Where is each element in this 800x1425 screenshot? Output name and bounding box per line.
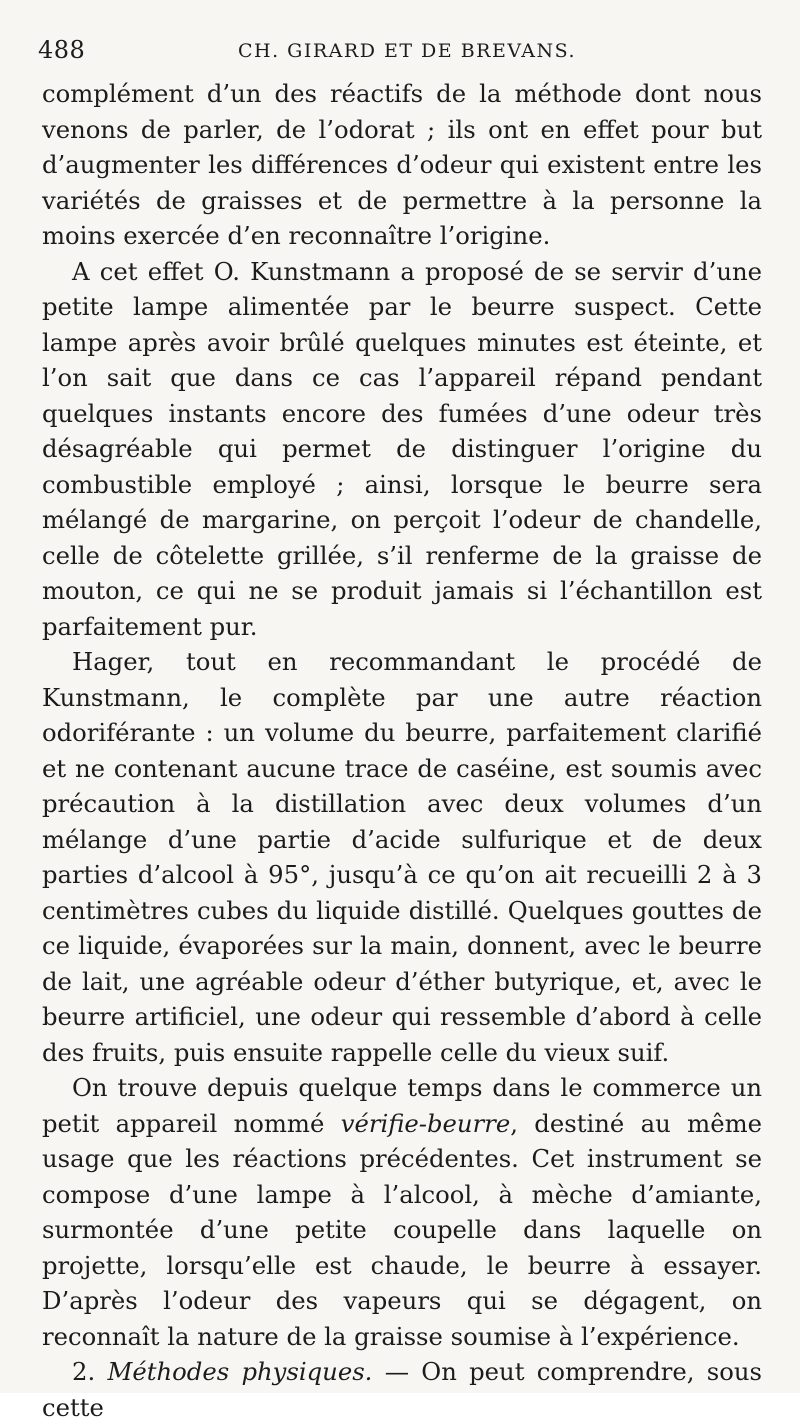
body-text: [42, 76, 762, 1425]
section-heading: Méthodes physiques.: [107, 1357, 373, 1386]
paragraph-3: Hager, tout en recommandant le procédé de Kunstmann, le complète par une autre réaction odoriférante : un volume du beurre, parfaitement clarifié et ne contenant aucune trace de caséine, est soumis avec précaution à la distillation avec deux volumes d’un mélange d’une partie d’acide sulfurique et de deux parties d’alcool à 95°, jusqu’à ce qu’on ait recueilli 2 à 3 centimètres cubes du liquide distillé. Quelques gouttes de ce liquide, évaporées sur la main, donnent, avec le beurre de lait, une agréable odeur d’éther butyrique, et, avec le beurre artificiel, une odeur qui ressemble d’abord à celle des fruits, puis ensuite rappelle celle du vieux suif.: [42, 647, 762, 1067]
page-number: 488: [38, 36, 86, 64]
running-head: CH. GIRARD ET DE BREVANS.: [238, 40, 576, 62]
section-text-after: — On peut comprendre, sous cette: [42, 1357, 762, 1422]
paragraph-4-text-after: , destiné au même usage que les réactions précédentes. Cet instrument se compose d’une lampe à l’alcool, à mèche d’amiante, surmontée d’une petite coupelle dans laquelle on projette, lorsqu’elle est chaude, le beurre à essayer. D’après l’odeur des vapeurs qui se dégagent, on reconnaît la nature de la graisse soumise à l’expérience.: [42, 1108, 762, 1351]
paragraph-2: A cet effet O. Kunstmann a proposé de se servir d’une petite lampe alimentée par le beurre suspect. Cette lampe après avoir brûlé quelques minutes est éteinte, et l’on sait que dans ce cas l’appareil répand pendant quelques instants encore des fumées d’une odeur très désagréable qui permet de distinguer l’origine du combustible employé ; ainsi, lorsque le beurre sera mélangé de margarine, on perçoit l’odeur de chandelle, celle de côtelette grillée, s’il renferme de la graisse de mouton, ce qui ne se produit jamais si l’échantillon est parfaitement pur.: [42, 256, 762, 641]
paragraph-1: complément d’un des réactifs de la méthode dont nous venons de parler, de l’odorat ; ils ont en effet pour but d’augmenter les différences d’odeur qui existent entre les variétés de graisses et de permettre à la personne la moins exercée d’en reconnaître l’origine.: [42, 79, 762, 250]
paragraph-4: [42, 1070, 762, 1354]
term-verifie-beurre: vérifie-beurre: [340, 1108, 511, 1138]
paragraph-4-text-before: On trouve depuis quelque temps dans le commerce un petit appareil nommé: [42, 1073, 762, 1138]
section-number: 2.: [72, 1357, 96, 1386]
section-heading-paragraph: [42, 1354, 762, 1425]
page-header: [38, 30, 762, 70]
